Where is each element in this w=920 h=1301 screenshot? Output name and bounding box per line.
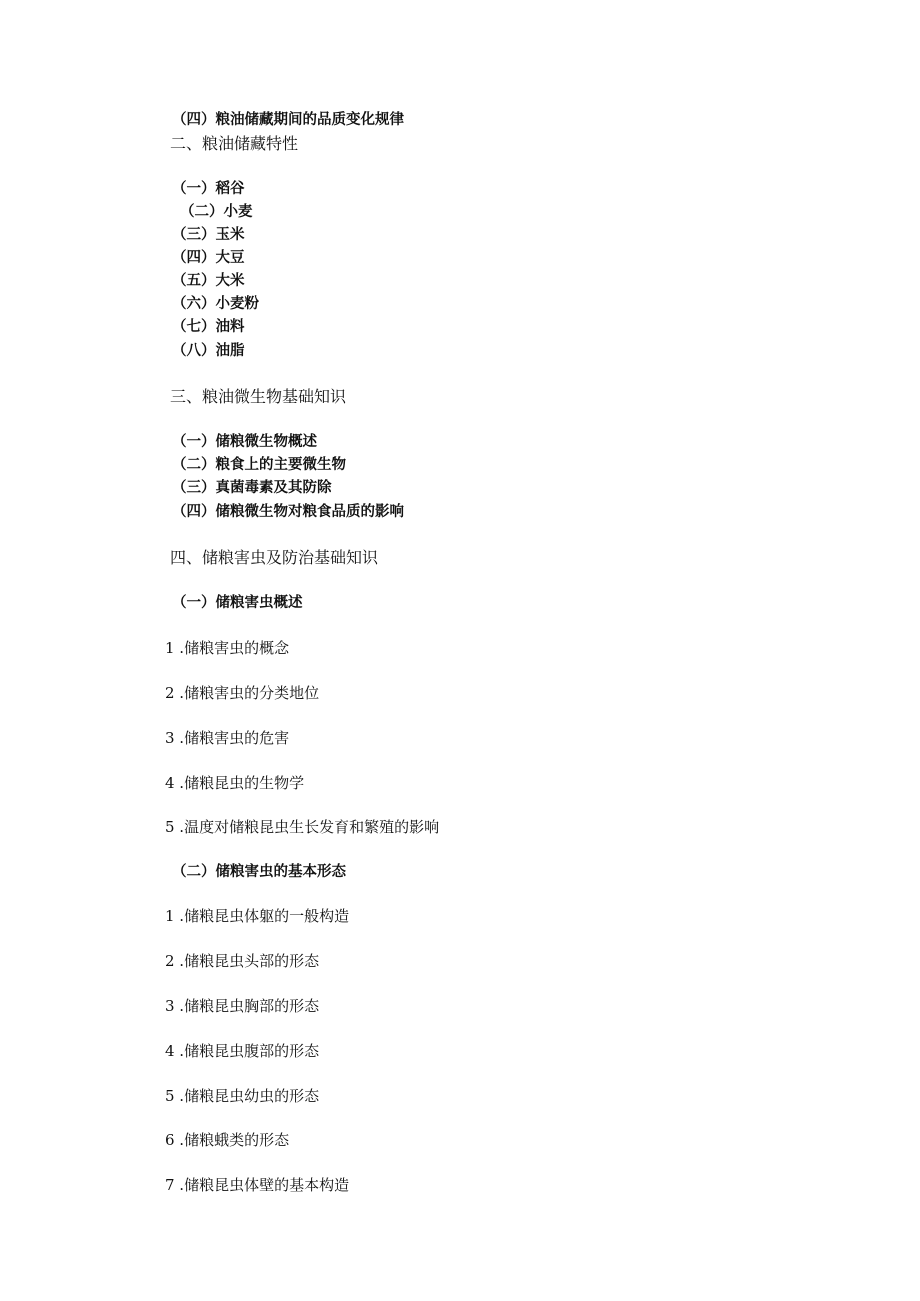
- list-item: 6 .储粮蛾类的形态: [165, 1131, 290, 1149]
- list-item: 2 .储粮害虫的分类地位: [165, 684, 320, 702]
- list-item: （五）大米: [172, 273, 245, 289]
- list-item: 3 .储粮害虫的危害: [165, 729, 290, 747]
- list-item: （三）真菌毒素及其防除: [172, 480, 332, 496]
- list-item: 5 .温度对储粮昆虫生长发育和繁殖的影响: [165, 818, 440, 836]
- list-item: （二）小麦: [180, 204, 253, 220]
- list-item: 1 .储粮害虫的概念: [165, 639, 290, 657]
- subsection-heading: （一）储粮害虫概述: [172, 595, 303, 611]
- section-title: 四、储粮害虫及防治基础知识: [170, 548, 379, 567]
- list-item: （二）粮食上的主要微生物: [172, 457, 346, 473]
- list-item: （四）大豆: [172, 250, 245, 266]
- section-title: 二、粮油储藏特性: [170, 134, 299, 153]
- list-item: 4 .储粮昆虫腹部的形态: [165, 1042, 320, 1060]
- list-item: （一）储粮微生物概述: [172, 434, 317, 450]
- list-item: （七）油料: [172, 319, 245, 335]
- section-title: 三、粮油微生物基础知识: [170, 387, 347, 406]
- list-item: 3 .储粮昆虫胸部的形态: [165, 997, 320, 1015]
- list-item: （八）油脂: [172, 343, 245, 359]
- list-item: 7 .储粮昆虫体壁的基本构造: [165, 1176, 350, 1194]
- subsection-heading: （二）储粮害虫的基本形态: [172, 864, 346, 880]
- list-item: 1 .储粮昆虫体躯的一般构造: [165, 907, 350, 925]
- list-item: 4 .储粮昆虫的生物学: [165, 774, 305, 792]
- list-item: 2 .储粮昆虫头部的形态: [165, 952, 320, 970]
- list-item: （一）稻谷: [172, 181, 245, 197]
- list-item: （三）玉米: [172, 227, 245, 243]
- subsection-heading: （四）粮油储藏期间的品质变化规律: [172, 112, 404, 128]
- list-item: （六）小麦粉: [172, 296, 259, 312]
- list-item: （四）储粮微生物对粮食品质的影响: [172, 504, 404, 520]
- list-item: 5 .储粮昆虫幼虫的形态: [165, 1087, 320, 1105]
